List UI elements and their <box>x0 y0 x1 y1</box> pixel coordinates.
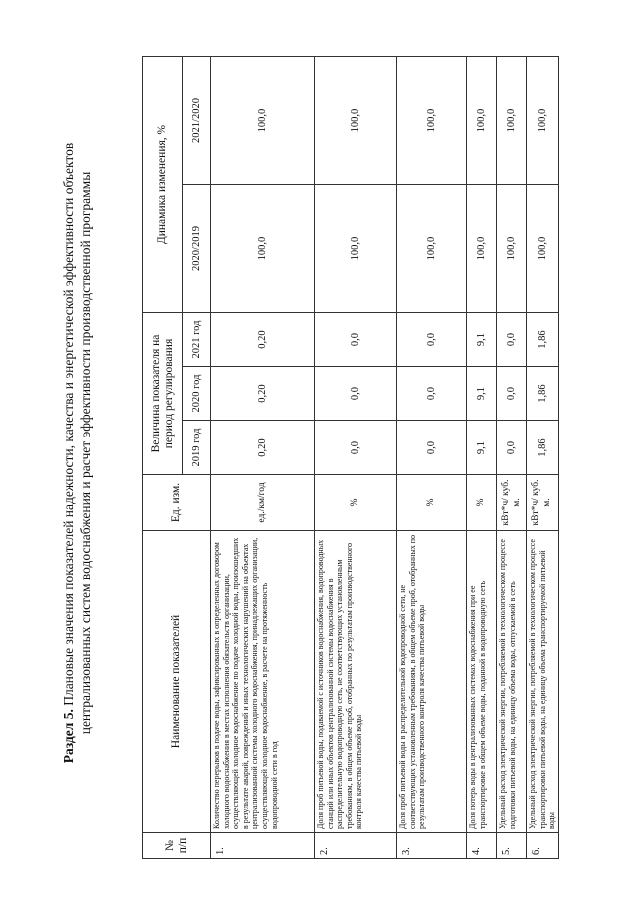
row-number: 2. <box>315 833 397 859</box>
header-year-2021: 2021 год <box>183 313 211 367</box>
section-lead: Раздел 5. <box>61 709 76 764</box>
row-value-2020: 1,86 <box>527 367 559 421</box>
row-unit: % <box>315 475 397 531</box>
table-row <box>315 57 397 859</box>
row-number: 6. <box>527 833 559 859</box>
row-dynamics-1: 100,0 <box>211 185 315 313</box>
row-value-2019: 9,1 <box>467 421 497 475</box>
row-value-2019: 1,86 <box>527 421 559 475</box>
row-value-2019: 0,20 <box>211 421 315 475</box>
header-year-2020: 2020 год <box>183 367 211 421</box>
row-value-2021: 0,0 <box>497 313 527 367</box>
header-dyn-2020-2019: 2020/2019 <box>183 185 211 313</box>
header-dynamics-group: Динамика изменения, % <box>143 57 183 313</box>
row-value-2019: 0,0 <box>397 421 467 475</box>
indicators-table <box>142 56 559 859</box>
row-value-2019: 0,0 <box>497 421 527 475</box>
row-value-2020: 0,20 <box>211 367 315 421</box>
row-dynamics-1: 100,0 <box>397 185 467 313</box>
row-value-2021: 0,0 <box>397 313 467 367</box>
header-period-group: Величина показателя на период регулирования <box>143 313 183 475</box>
row-name: Доля проб питьевой воды в распределительной водопроводной сети, не соответствующих установленным требованиям, в общем объеме проб, отобранных по результатам производственного контроля качества питьевой воды <box>397 531 467 833</box>
section-heading <box>60 53 94 853</box>
row-dynamics-1: 100,0 <box>315 185 397 313</box>
row-dynamics-1: 100,0 <box>467 185 497 313</box>
row-name: Удельный расход электрической энергии, потребляемой в технологическом процессе транспортировки питьевой воды, на единицу объема транспортируемой питьевой воды <box>527 531 559 833</box>
header-number: № п/п <box>143 833 211 859</box>
row-value-2020: 0,0 <box>315 367 397 421</box>
row-dynamics-2: 100,0 <box>467 57 497 185</box>
row-number: 5. <box>497 833 527 859</box>
row-dynamics-2: 100,0 <box>397 57 467 185</box>
header-year-2019: 2019 год <box>183 421 211 475</box>
row-name: Удельный расход электрической энергии, потребляемой в технологическом процессе подготовки питьевой воды, на единицу объема воды, отпускаемой в сеть <box>497 531 527 833</box>
table-row <box>397 57 467 859</box>
row-dynamics-1: 100,0 <box>497 185 527 313</box>
row-name: Доля проб питьевой воды, подаваемой с источников водоснабжения, водопроводных станций или иных объектов централизованной системы водоснабжения в распределительную водопроводную сеть, не соответствующих установленным требованиям, в общем объеме проб, отобранных по результатам производственного контроля качества питьевой воды <box>315 531 397 833</box>
table-row <box>211 57 315 859</box>
row-number: 1. <box>211 833 315 859</box>
header-unit: Ед. изм. <box>143 475 211 531</box>
row-dynamics-2: 100,0 <box>315 57 397 185</box>
row-value-2021: 1,86 <box>527 313 559 367</box>
row-name: Доля потерь воды в централизованных системах водоснабжения при ее транспортировке в общем объеме воды, поданной в водопроводную сеть <box>467 531 497 833</box>
row-number: 3. <box>397 833 467 859</box>
row-value-2020: 9,1 <box>467 367 497 421</box>
row-value-2020: 0,0 <box>397 367 467 421</box>
row-value-2021: 9,1 <box>467 313 497 367</box>
row-dynamics-2: 100,0 <box>497 57 527 185</box>
table-row <box>527 57 559 859</box>
heading-line-1: Плановые значения показателей надежности, качества и энергетической эффективности объектов <box>61 142 76 710</box>
row-value-2019: 0,0 <box>315 421 397 475</box>
row-unit: % <box>467 475 497 531</box>
row-number: 4. <box>467 833 497 859</box>
row-dynamics-1: 100,0 <box>527 185 559 313</box>
row-dynamics-2: 100,0 <box>527 57 559 185</box>
row-value-2021: 0,0 <box>315 313 397 367</box>
table-row <box>467 57 497 859</box>
row-dynamics-2: 100,0 <box>211 57 315 185</box>
row-value-2021: 0,20 <box>211 313 315 367</box>
header-dyn-2021-2020: 2021/2020 <box>183 57 211 185</box>
row-value-2020: 0,0 <box>497 367 527 421</box>
header-name: Наименование показателей <box>143 531 211 833</box>
row-unit: % <box>397 475 467 531</box>
heading-line-2: централизованных систем водоснабжения и расчет эффективности производственной программы <box>78 171 93 735</box>
table-row <box>497 57 527 859</box>
row-unit: кВт*ч/ куб. м. <box>527 475 559 531</box>
row-unit: кВт*ч/ куб. м. <box>497 475 527 531</box>
row-unit: ед./км/год <box>211 475 315 531</box>
row-name: Количество перерывов в подаче воды, зафиксированных в определенных договором холодного водоснабжения в местах исполнения обязательств организации, осуществляющей холодное водоснабжение по подаче холодной воды, произошедших в результате аварий, повреждений и иных технологических нарушений на объектах централизованной системы холодного водоснабжения, принадлежащих организации, осуществляющей холодное водоснабжение, в расчете на протяженность водопроводной сети в год <box>211 531 315 833</box>
